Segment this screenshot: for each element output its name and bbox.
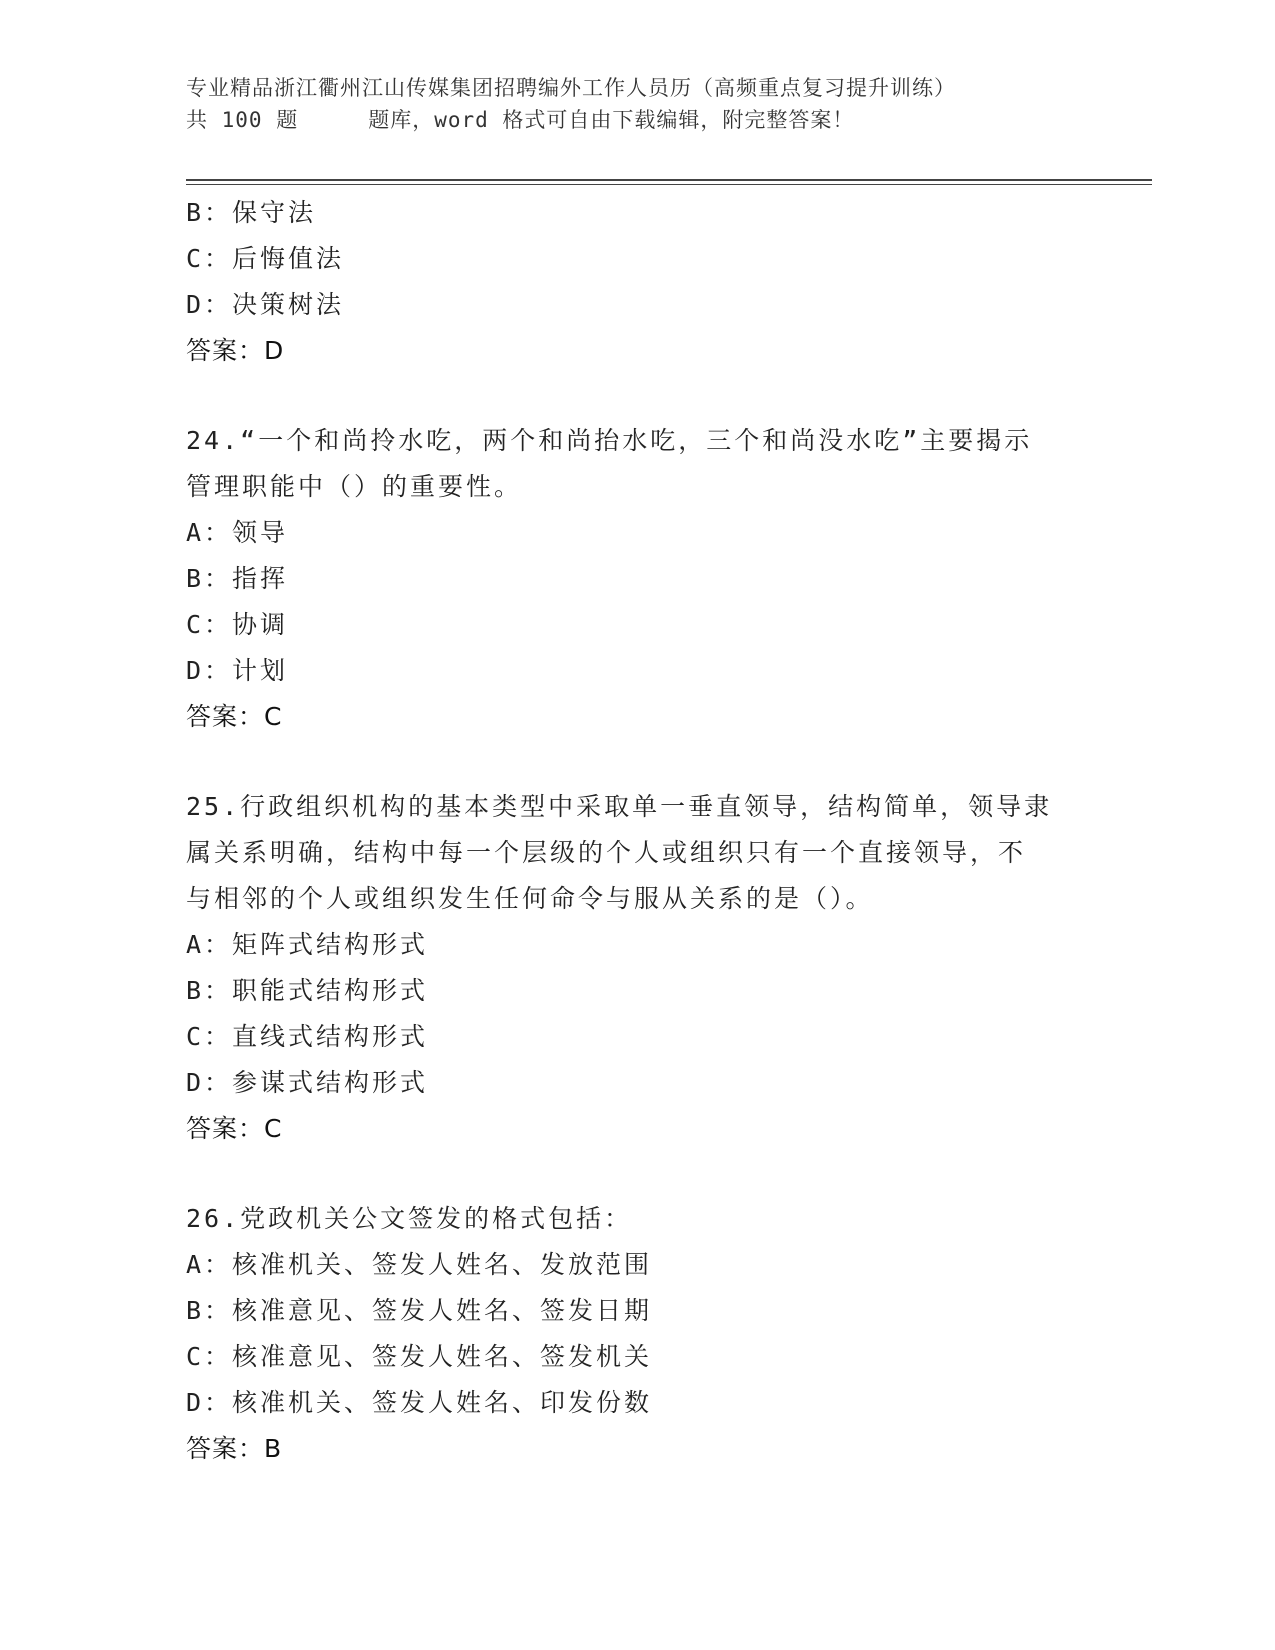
question-24 (186, 418, 1086, 740)
header-subtitle (186, 104, 1146, 136)
question-text: 26.党政机关公文签发的格式包括： (186, 1204, 633, 1233)
option-b: B：指挥 (186, 564, 289, 593)
header-title: 专业精品浙江衢州江山传媒集团招聘编外工作人员历（高频重点复习提升训练） (186, 76, 956, 100)
option-a: A：领导 (186, 518, 289, 547)
option-c: C：协调 (186, 610, 289, 639)
option-b: B：保守法 (186, 198, 317, 227)
option-d: D：参谋式结构形式 (186, 1068, 429, 1097)
option-d: D：决策树法 (186, 290, 345, 319)
question-text: 属关系明确，结构中每一个层级的个人或组织只有一个直接领导，不 (186, 838, 1027, 867)
question-26 (186, 1196, 1086, 1472)
option-a: A：核准机关、签发人姓名、发放范围 (186, 1250, 653, 1279)
question-23-continued (186, 190, 1086, 374)
header-rule-thin (186, 184, 1152, 185)
question-text: 24.“一个和尚拎水吃，两个和尚抬水吃，三个和尚没水吃”主要揭示 (186, 426, 1033, 455)
option-d: D：核准机关、签发人姓名、印发份数 (186, 1388, 653, 1417)
header-description: 题库，word 格式可自由下载编辑，附完整答案！ (368, 108, 855, 132)
question-25 (186, 784, 1086, 1152)
header-rule-thick (186, 179, 1152, 181)
option-c: C：直线式结构形式 (186, 1022, 429, 1051)
question-count: 共 100 题 (186, 108, 299, 132)
option-b: B：职能式结构形式 (186, 976, 429, 1005)
document-body (186, 190, 1086, 1472)
question-text: 25.行政组织机构的基本类型中采取单一垂直领导，结构简单，领导隶 (186, 792, 1053, 821)
option-b: B：核准意见、签发人姓名、签发日期 (186, 1296, 653, 1325)
option-c: C：后悔值法 (186, 244, 345, 273)
option-c: C：核准意见、签发人姓名、签发机关 (186, 1342, 653, 1371)
answer-line: 答案：C (186, 1114, 283, 1143)
question-text: 与相邻的个人或组织发生任何命令与服从关系的是（）。 (186, 884, 874, 913)
option-a: A：矩阵式结构形式 (186, 930, 429, 959)
answer-line: 答案：C (186, 702, 283, 731)
document-header (186, 72, 1146, 136)
option-d: D：计划 (186, 656, 289, 685)
question-text: 管理职能中（）的重要性。 (186, 472, 523, 501)
answer-line: 答案：B (186, 1434, 283, 1463)
answer-line: 答案：D (186, 336, 285, 365)
